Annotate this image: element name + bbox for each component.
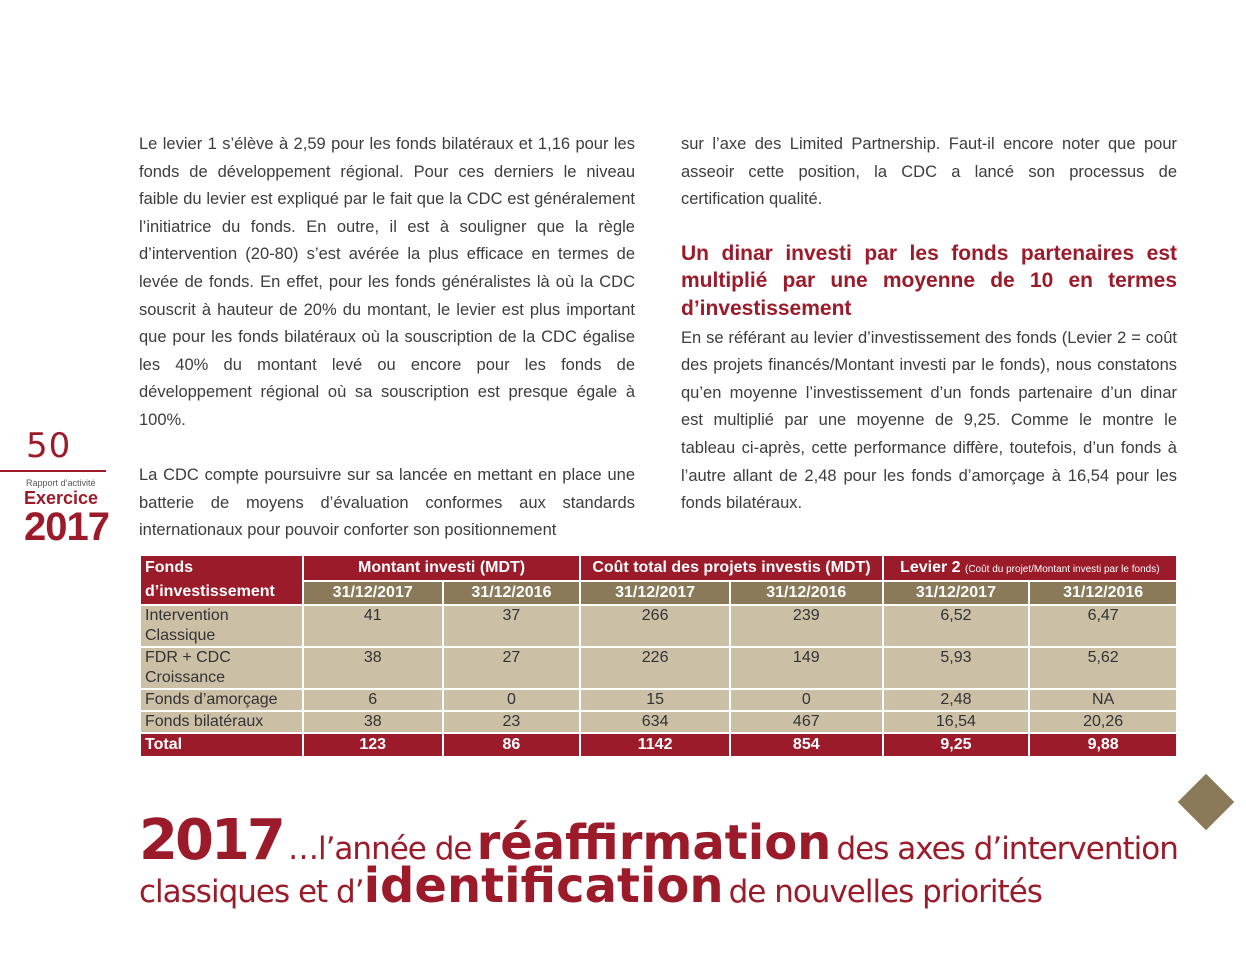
total-cell: 86: [443, 733, 581, 757]
table-cell: 6: [303, 689, 443, 711]
table-cell: 467: [730, 711, 883, 733]
table-cell: 634: [580, 711, 730, 733]
diamond-ornament: [1178, 774, 1235, 831]
total-cell: 854: [730, 733, 883, 757]
table-cell: 23: [443, 711, 581, 733]
table-row: [140, 605, 1177, 647]
table-cell: 2,48: [883, 689, 1030, 711]
table-cell: NA: [1029, 689, 1177, 711]
table-cell: 5,62: [1029, 647, 1177, 689]
date-header: 31/12/2016: [730, 581, 883, 605]
total-cell: 9,88: [1029, 733, 1177, 757]
page-divider: [0, 470, 106, 472]
left-paragraph-2: La CDC compte poursuivre sur sa lancée en mettant en place une batterie de moyens d’évaluation conformes aux standards internationaux pour pouvoir conforter son positionnement: [139, 466, 635, 540]
table-cell: 38: [303, 647, 443, 689]
table-row: [140, 689, 1177, 711]
row-label: Fonds d’amorçage: [140, 689, 303, 711]
table-cell: 6,52: [883, 605, 1030, 647]
banner-text: de nouvelles priorités: [728, 874, 1042, 910]
banner-text: des axes d’intervention: [836, 831, 1178, 867]
table-cell: 20,26: [1029, 711, 1177, 733]
date-header: 31/12/2017: [580, 581, 730, 605]
right-paragraph-2: En se référant au levier d’investissement des fonds (Levier 2 = coût des projets financés/Montant investi par le fonds), nous constatons qu’en moyenne l’investissement d’un fonds partenaire d’un dinar est multiplié par une moyenne de 9,25. Comme le montre le tableau ci-après, cette performance diffère, toutefois, d’un fonds à l’autre allant de 2,48 pour les fonds d’amorçage à 16,54 pour les fonds bilatéraux.: [681, 328, 1177, 513]
table-cell: 6,47: [1029, 605, 1177, 647]
table-cell: 5,93: [883, 647, 1030, 689]
total-cell: 123: [303, 733, 443, 757]
header-cout: Coût total des projets investis (MDT): [580, 555, 882, 581]
table-cell: 37: [443, 605, 581, 647]
table-row: [140, 647, 1177, 689]
header-fonds: Fonds d’investissement: [140, 555, 303, 605]
banner-text: …l’année de: [287, 831, 472, 867]
header-levier-note: (Coût du projet/Montant investi par le fonds): [964, 564, 1160, 575]
row-label: Intervention Classique: [140, 605, 303, 647]
table-cell: 0: [730, 689, 883, 711]
table-row: [140, 711, 1177, 733]
left-paragraph-1: Le levier 1 s’élève à 2,59 pour les fonds bilatéraux et 1,16 pour les fonds de développement régional. Pour ces derniers le niveau faible du levier est expliqué par le fait que la CDC est généralement l’initiatrice du fonds. En outre, il est à souligner que la règle d’intervention (20-80) s’est avérée la plus efficace en termes de levée de fonds. En effet, pour les fonds généralistes là où la CDC souscrit à hauteur de 20% du montant, le levier est plus important que pour les fonds bilatéraux où la souscription de la CDC égalise les 40% du montant levé ou encore pour les fonds de développement régional où sa souscription est presque égale à 100%.: [139, 135, 635, 429]
header-montant: Montant investi (MDT): [303, 555, 580, 581]
date-header: 31/12/2016: [443, 581, 581, 605]
left-column: [139, 131, 635, 545]
banner-year: 2017: [139, 808, 283, 873]
total-label: Total: [140, 733, 303, 757]
table-cell: 226: [580, 647, 730, 689]
total-row: [140, 733, 1177, 757]
header-levier-title: Levier 2: [900, 559, 961, 576]
row-label: FDR + CDC Croissance: [140, 647, 303, 689]
table-cell: 15: [580, 689, 730, 711]
section-heading: Un dinar investi par les fonds partenaires est multiplié par une moyenne de 10 en termes d’investissement: [681, 241, 1177, 320]
table-cell: 27: [443, 647, 581, 689]
table-cell: 239: [730, 605, 883, 647]
row-label: Fonds bilatéraux: [140, 711, 303, 733]
date-header: 31/12/2017: [303, 581, 443, 605]
right-column: [681, 131, 1177, 518]
table-cell: 0: [443, 689, 581, 711]
banner-keyword: identification: [363, 858, 724, 914]
right-paragraph-1: sur l’axe des Limited Partnership. Faut-il encore noter que pour asseoir cette position, la CDC a lancé son processus de certification qualité.: [681, 135, 1177, 209]
total-cell: 9,25: [883, 733, 1030, 757]
banner-text: classiques et d’: [139, 874, 364, 910]
table-cell: 38: [303, 711, 443, 733]
banner-keyword: réaffirmation: [476, 815, 832, 871]
exercice-year: 2017: [24, 505, 109, 549]
date-header: 31/12/2017: [883, 581, 1030, 605]
banner-line-2: [139, 858, 1042, 914]
page-number: 50: [26, 426, 72, 466]
table-cell: 41: [303, 605, 443, 647]
table-cell: 266: [580, 605, 730, 647]
exercice-label: Exercice: [24, 488, 99, 508]
investment-table: [139, 554, 1178, 758]
date-header: 31/12/2016: [1029, 581, 1177, 605]
total-cell: 1142: [580, 733, 730, 757]
table-cell: 149: [730, 647, 883, 689]
header-levier: [883, 555, 1177, 581]
report-label: Rapport d’activité: [26, 478, 96, 488]
table-cell: 16,54: [883, 711, 1030, 733]
